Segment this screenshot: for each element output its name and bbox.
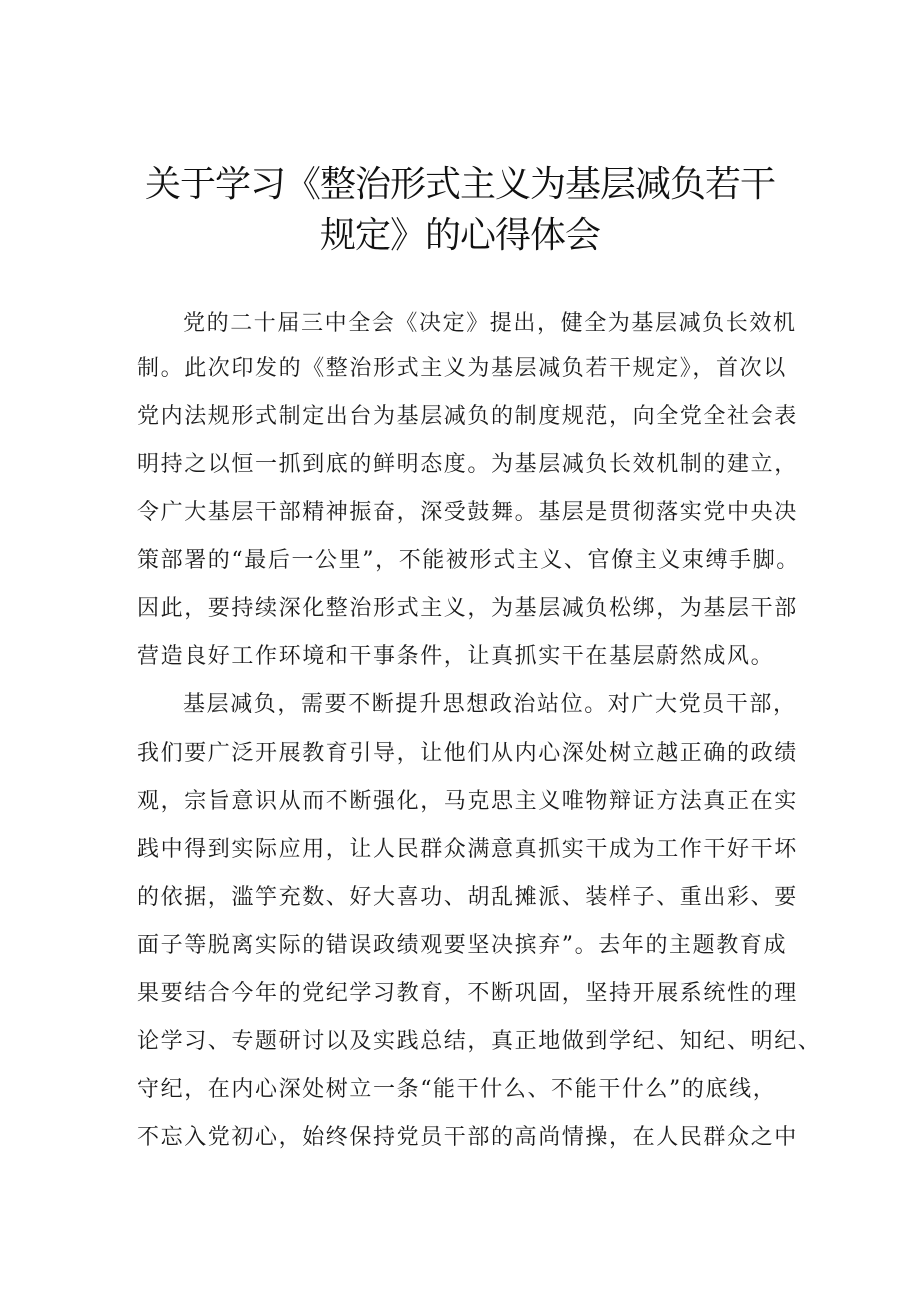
paragraph-line: 令广大基层干部精神振奋，深受鼓舞。基层是贯彻落实党中央决 [137, 500, 798, 525]
paragraph-line: 不忘入党初心，始终保持党员干部的高尚情操，在人民群众之中 [137, 1125, 798, 1150]
paragraph-line: 策部署的“最后一公里”，不能被形式主义、官僚主义束缚手脚。 [137, 548, 800, 573]
paragraph-line: 明持之以恒一抓到底的鲜明态度。为基层减负长效机制的建立， [137, 452, 798, 477]
paragraph-line: 践中得到实际应用，让人民群众满意真抓实干成为工作干好干坏 [137, 837, 798, 862]
paragraph-line: 观，宗旨意识从而不断强化，马克思主义唯物辩证方法真正在实 [137, 789, 798, 814]
paragraph-line: 营造良好工作环境和干事条件，让真抓实干在基层蔚然成风。 [137, 644, 775, 669]
paragraph-line: 面子等脱离实际的错误政绩观要坚决摈弃”。去年的主题教育成 [137, 933, 788, 958]
paragraph-line: 因此，要持续深化整治形式主义，为基层减负松绑，为基层干部 [137, 596, 798, 621]
paragraph-line: 的依据，滥竽充数、好大喜功、胡乱摊派、装样子、重出彩、要 [137, 885, 798, 910]
paragraph-line: 守纪，在内心深处树立一条“能干什么、不能干什么”的底线， [137, 1077, 777, 1102]
paragraph-line: 党内法规形式制定出台为基层减负的制度规范，向全党全社会表 [137, 404, 798, 429]
document-title-line-1: 关于学习《整治形式主义为基层减负若干 [144, 164, 775, 205]
paragraph-line: 制。此次印发的《整治形式主义为基层减负若干规定》，首次以 [137, 356, 787, 381]
paragraph-line: 论学习、专题研讨以及实践总结，真正地做到学纪、知纪、明纪、 [137, 1029, 822, 1054]
paragraph-line: 基层减负，需要不断提升思想政治站位。对广大党员干部， [183, 692, 797, 717]
document-title-line-2: 规定》的心得体会 [319, 215, 600, 256]
paragraph-line: 我们要广泛开展教育引导，让他们从内心深处树立越正确的政绩 [137, 741, 798, 766]
paragraph-line: 果要结合今年的党纪学习教育，不断巩固，坚持开展系统性的理 [137, 981, 798, 1006]
paragraph-line: 党的二十届三中全会《决定》提出，健全为基层减负长效机 [183, 311, 797, 336]
